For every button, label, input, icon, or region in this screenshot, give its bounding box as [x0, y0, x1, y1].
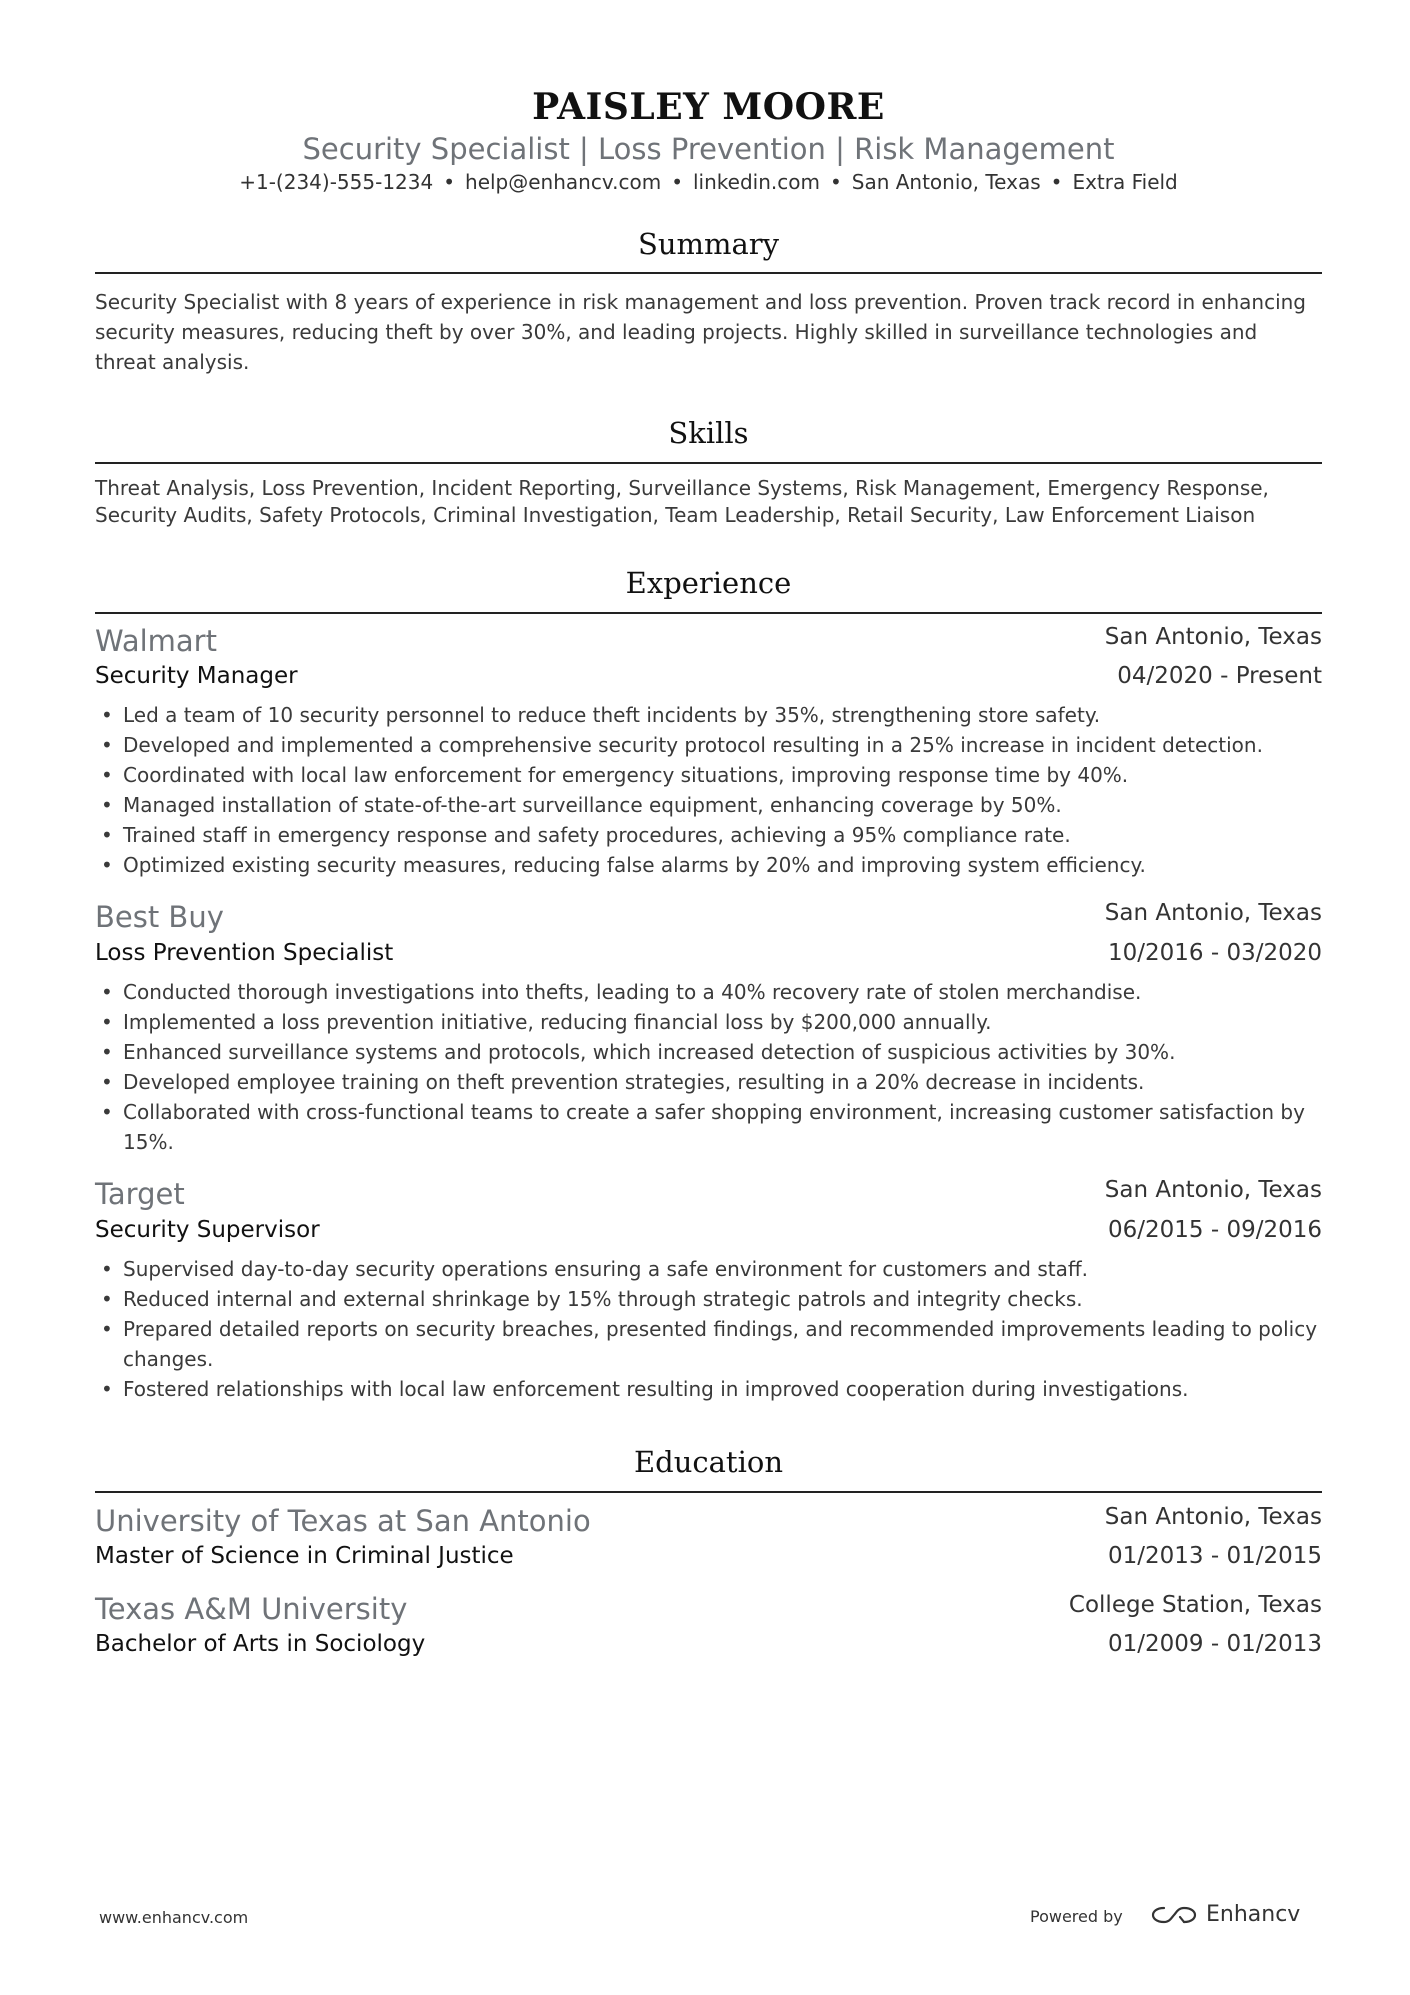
school-name: University of Texas at San Antonio	[95, 1504, 591, 1538]
education-entry-header	[95, 1504, 1322, 1544]
experience-heading: Experience	[625, 566, 792, 600]
list-item: • Led a team of 10 security personnel to reduce theft incidents by 35%, strengthening store safety.	[95, 700, 1322, 730]
list-item: • Supervised day-to-day security operations ensuring a safe environment for customers and staff.	[95, 1254, 1322, 1284]
degree-name: Master of Science in Criminal Justice	[95, 1543, 514, 1569]
experience-entry-header	[95, 624, 1322, 664]
summary-divider	[95, 272, 1322, 274]
job-location: San Antonio, Texas	[1104, 900, 1322, 926]
list-item: • Trained staff in emergency response and safety procedures, achieving a 95% compliance rate.	[95, 820, 1322, 850]
job-dates: 10/2016 - 03/2020	[1107, 940, 1322, 966]
skills-heading: Skills	[668, 416, 749, 450]
school-name: Texas A&M University	[95, 1592, 408, 1626]
summary-heading: Summary	[637, 227, 780, 261]
job-location: San Antonio, Texas	[1104, 624, 1322, 650]
list-item: • Managed installation of state-of-the-art surveillance equipment, enhancing coverage by 50%.	[95, 790, 1322, 820]
company-name: Target	[95, 1177, 185, 1211]
education-dates: 01/2009 - 01/2013	[1107, 1631, 1322, 1657]
powered-by-label: Powered by	[1030, 1907, 1123, 1926]
degree-name: Bachelor of Arts in Sociology	[95, 1631, 426, 1657]
skills-text: Threat Analysis, Loss Prevention, Incident Reporting, Surveillance Systems, Risk Management, Emergency Response, Security Audits, Safety Protocols, Criminal Investigation, Team Leadership, Retail Security, Law Enforcement Liaison	[95, 476, 1269, 527]
enhancv-logo-icon	[1150, 1904, 1198, 1926]
school-location: San Antonio, Texas	[1104, 1504, 1322, 1530]
contact-email: help@enhancv.com	[465, 170, 662, 194]
job-location: San Antonio, Texas	[1104, 1177, 1322, 1203]
footer-website-link[interactable]: www.enhancv.com	[99, 1908, 249, 1927]
footer-branding	[1030, 1900, 1330, 1930]
contact-location: San Antonio, Texas	[851, 170, 1041, 194]
separator-dot: •	[829, 170, 842, 194]
separator-dot: •	[1050, 170, 1063, 194]
experience-entry-subheader	[95, 663, 1322, 693]
experience-entry-subheader	[95, 1217, 1322, 1247]
experience-entry-header	[95, 900, 1322, 940]
job-title: Security Supervisor	[95, 1217, 320, 1243]
company-name: Walmart	[95, 624, 217, 658]
list-item: • Reduced internal and external shrinkage by 15% through strategic patrols and integrity checks.	[95, 1284, 1322, 1314]
skills-divider	[95, 462, 1322, 464]
experience-bullets	[95, 700, 1322, 880]
education-entry-subheader	[95, 1631, 1322, 1661]
list-item: • Developed employee training on theft prevention strategies, resulting in a 20% decrease in incidents.	[95, 1067, 1322, 1097]
enhancv-brand-name: Enhancv	[1206, 1902, 1301, 1927]
experience-entry-header	[95, 1177, 1322, 1217]
contact-phone: +1-(234)-555-1234	[239, 170, 434, 194]
list-item: • Coordinated with local law enforcement for emergency situations, improving response time by 40%.	[95, 760, 1322, 790]
education-entry-header	[95, 1592, 1322, 1632]
education-divider	[95, 1491, 1322, 1493]
candidate-name: PAISLEY MOORE	[532, 86, 885, 128]
experience-entry-subheader	[95, 940, 1322, 970]
contact-extra-field: Extra Field	[1072, 170, 1178, 194]
education-heading: Education	[633, 1445, 783, 1479]
list-item: • Enhanced surveillance systems and protocols, which increased detection of suspicious activities by 30%.	[95, 1037, 1322, 1067]
job-title: Security Manager	[95, 663, 298, 689]
job-dates: 06/2015 - 09/2016	[1107, 1217, 1322, 1243]
job-title: Loss Prevention Specialist	[95, 940, 394, 966]
list-item: • Implemented a loss prevention initiative, reducing financial loss by $200,000 annually.	[95, 1007, 1322, 1037]
list-item: • Developed and implemented a comprehensive security protocol resulting in a 25% increase in incident detection.	[95, 730, 1322, 760]
company-name: Best Buy	[95, 900, 224, 934]
candidate-title: Security Specialist | Loss Prevention | Risk Management	[302, 132, 1115, 166]
education-entry-subheader	[95, 1543, 1322, 1573]
list-item: • Collaborated with cross-functional teams to create a safer shopping environment, increasing customer satisfaction by 15%.	[95, 1097, 1322, 1157]
experience-bullets	[95, 1254, 1322, 1404]
contact-linkedin: linkedin.com	[692, 170, 820, 194]
separator-dot: •	[443, 170, 456, 194]
experience-divider	[95, 612, 1322, 614]
separator-dot: •	[671, 170, 683, 194]
list-item: • Optimized existing security measures, reducing false alarms by 20% and improving system efficiency.	[95, 850, 1322, 880]
experience-bullets	[95, 977, 1322, 1157]
school-location: College Station, Texas	[1068, 1592, 1322, 1618]
job-dates: 04/2020 - Present	[1117, 663, 1322, 689]
education-dates: 01/2013 - 01/2015	[1107, 1543, 1322, 1569]
list-item: • Fostered relationships with local law enforcement resulting in improved cooperation during investigations.	[95, 1374, 1322, 1404]
list-item: • Prepared detailed reports on security breaches, presented findings, and recommended improvements leading to policy changes.	[95, 1314, 1322, 1374]
contact-line	[95, 170, 1322, 194]
summary-text: Security Specialist with 8 years of experience in risk management and loss prevention. Proven track record in enhancing security measures, reducing theft by over 30%, and leading projects. Highly skilled in surveillance technologies and threat analysis.	[95, 290, 1306, 374]
list-item: • Conducted thorough investigations into thefts, leading to a 40% recovery rate of stolen merchandise.	[95, 977, 1322, 1007]
